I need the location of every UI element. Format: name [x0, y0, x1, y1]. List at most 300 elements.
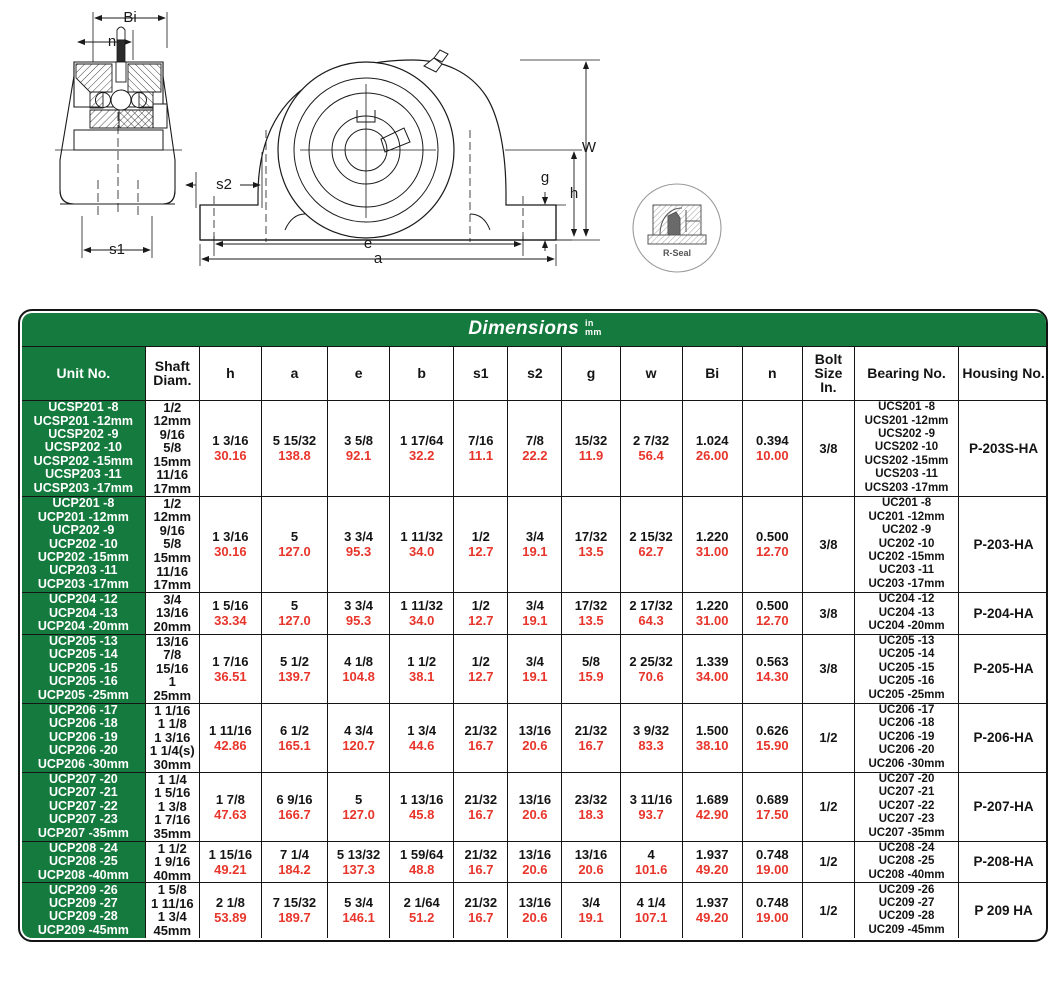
dim-cell-h	[199, 634, 261, 703]
shaft-diam-item: 9/16	[159, 426, 185, 442]
dim-mm-bi: 38.10	[695, 737, 729, 753]
bearing-no-item: UC206 -18	[878, 717, 935, 730]
table-row	[21, 883, 1048, 939]
dim-mm-s2: 19.1	[522, 544, 548, 560]
dim-mm-s1: 16.7	[468, 806, 494, 822]
dim-mm-e: 120.7	[342, 737, 375, 753]
unit-no-item: UCP206 -18	[48, 716, 118, 731]
shaft-diam-item: 1 1/16	[154, 702, 191, 718]
unit-no-cell	[21, 703, 145, 772]
housing-no-cell: P-203-HA	[959, 496, 1048, 592]
col-header-bearing-no: Bearing No.	[854, 346, 958, 400]
table-title-text: Dimensions	[468, 318, 580, 340]
bearing-no-item: UC207 -23	[878, 813, 935, 826]
dim-mm-b: 44.6	[409, 737, 435, 753]
dim-mm-s2: 19.1	[522, 613, 548, 629]
unit-no-cell	[21, 400, 145, 496]
bearing-no-item: UCS203 -11	[875, 468, 938, 481]
dim-in-w: 2 15/32	[629, 529, 673, 545]
dim-in-s2: 3/4	[525, 598, 544, 614]
dim-in-h: 1 3/16	[212, 433, 249, 449]
dim-in-n: 0.748	[756, 895, 789, 911]
dim-cell-a	[261, 400, 327, 496]
shaft-diam-item: 17mm	[153, 481, 192, 497]
table-header-row	[21, 346, 1048, 400]
dim-in-b: 1 3/4	[407, 722, 437, 738]
shaft-diam-item: 30mm	[153, 756, 192, 772]
dim-cell-g	[562, 841, 620, 883]
shaft-diam-cell	[145, 496, 199, 592]
unit-no-item: UCP209 -27	[48, 896, 118, 911]
dim-in-w: 2 17/32	[629, 598, 673, 614]
dim-mm-a: 165.1	[278, 737, 311, 753]
dim-label-s2: s2	[216, 175, 232, 193]
dim-cell-g	[562, 634, 620, 703]
bearing-no-item: UC206 -17	[878, 704, 935, 717]
dim-mm-b: 32.2	[409, 448, 435, 464]
dim-mm-s1: 16.7	[468, 910, 494, 926]
bearing-no-item: UC204 -20mm	[868, 619, 945, 632]
col-header-a: a	[261, 346, 327, 400]
housing-no-cell: P 209 HA	[959, 883, 1048, 939]
bolt-size-cell: 1/2	[802, 772, 854, 841]
dim-cell-e	[328, 841, 390, 883]
bearing-no-item: UC203 -11	[879, 564, 935, 577]
dim-in-n: 0.748	[756, 846, 789, 862]
bearing-no-item: UCS203 -17mm	[864, 481, 949, 494]
dim-in-n: 0.500	[756, 529, 789, 545]
unit-no-item: UCP206 -30mm	[37, 756, 129, 771]
dim-mm-bi: 26.00	[695, 448, 729, 464]
shaft-diam-item: 1/2	[163, 495, 182, 511]
dim-cell-s1	[454, 883, 508, 939]
shaft-diam-cell	[145, 634, 199, 703]
dim-mm-g: 20.6	[578, 861, 604, 877]
bearing-no-item: UC208 -24	[878, 841, 935, 854]
dim-cell-a	[261, 592, 327, 634]
dim-mm-b: 45.8	[409, 806, 435, 822]
dim-in-s2: 13/16	[518, 895, 552, 911]
shaft-diam-item: 5/8	[163, 440, 182, 456]
housing-no-cell: P-206-HA	[959, 703, 1048, 772]
dim-cell-a	[261, 703, 327, 772]
table-row	[21, 400, 1048, 496]
dim-cell-b	[390, 772, 454, 841]
dim-in-bi: 1.220	[695, 529, 729, 545]
bolt-size-cell: 1/2	[802, 841, 854, 883]
unit-no-item: UCP207 -23	[48, 812, 118, 827]
dim-in-h: 2 1/8	[215, 895, 245, 911]
housing-no-cell: P-205-HA	[959, 634, 1048, 703]
shaft-diam-item: 1 1/4(s)	[149, 743, 195, 759]
dim-in-bi: 1.339	[695, 653, 729, 669]
shaft-diam-item: 1 3/8	[157, 798, 187, 814]
dim-mm-g: 11.9	[578, 448, 604, 464]
dim-cell-e	[328, 703, 390, 772]
dim-cell-n	[742, 592, 802, 634]
shaft-diam-item: 1 3/16	[154, 729, 191, 745]
bearing-no-item: UC208 -25	[878, 855, 935, 868]
unit-no-item: UCSP202 -10	[44, 440, 122, 455]
dim-cell-s2	[508, 772, 562, 841]
dim-mm-w: 62.7	[638, 544, 664, 560]
dim-mm-a: 138.8	[278, 448, 311, 464]
shaft-diam-item: 20mm	[153, 619, 192, 634]
unit-no-item: UCP204 -12	[48, 592, 118, 607]
dim-mm-h: 30.16	[214, 448, 247, 464]
dim-cell-b	[390, 634, 454, 703]
dim-label-bi: Bi	[123, 8, 137, 26]
dim-in-s2: 13/16	[518, 722, 552, 738]
table-title-row	[21, 312, 1048, 346]
technical-drawing	[0, 0, 1064, 300]
bearing-no-item: UC208 -40mm	[868, 868, 945, 881]
dim-mm-h: 53.89	[214, 910, 247, 926]
dim-cell-s1	[454, 592, 508, 634]
shaft-diam-item: 9/16	[159, 522, 185, 538]
dim-cell-e	[328, 772, 390, 841]
bolt-size-cell: 3/8	[802, 496, 854, 592]
dim-cell-n	[742, 634, 802, 703]
col-header-e: e	[328, 346, 390, 400]
dim-cell-e	[328, 592, 390, 634]
side-section-view	[55, 12, 182, 258]
bearing-no-item: UC202 -9	[881, 524, 932, 537]
dim-cell-s2	[508, 634, 562, 703]
dim-mm-g: 18.3	[578, 806, 604, 822]
unit-no-item: UCP207 -20	[48, 772, 118, 786]
unit-no-item: UCP207 -35mm	[37, 825, 129, 840]
dim-cell-n	[742, 772, 802, 841]
unit-no-item: UCSP202 -9	[48, 426, 119, 441]
bearing-no-cell	[854, 634, 958, 703]
dim-mm-b: 34.0	[409, 613, 435, 629]
shaft-diam-item: 11/16	[156, 563, 189, 579]
dim-mm-n: 19.00	[756, 910, 789, 926]
bearing-no-item: UCS201 -8	[878, 401, 935, 414]
table-row	[21, 703, 1048, 772]
dim-cell-a	[261, 496, 327, 592]
bearing-no-item: UCS202 -15mm	[864, 454, 949, 467]
dim-mm-e: 104.8	[342, 668, 375, 684]
shaft-diam-item: 1 5/8	[157, 882, 187, 898]
unit-no-item: UCP208 -24	[48, 840, 118, 855]
shaft-diam-item: 25mm	[153, 687, 192, 703]
dim-cell-h	[199, 703, 261, 772]
dim-cell-w	[620, 883, 682, 939]
shaft-diam-item: 1 1/2	[157, 840, 187, 856]
shaft-diam-item: 45mm	[153, 923, 192, 939]
table-row	[21, 634, 1048, 703]
bolt-size-cell: 3/8	[802, 634, 854, 703]
dim-in-h: 1 15/16	[208, 846, 253, 862]
dim-mm-a: 139.7	[278, 668, 311, 684]
dim-mm-s2: 19.1	[522, 668, 548, 684]
dim-mm-w: 93.7	[638, 806, 664, 822]
unit-no-cell	[21, 592, 145, 634]
unit-no-item: UCP203 -11	[49, 563, 118, 578]
dim-cell-s2	[508, 592, 562, 634]
unit-no-item: UCP201 -8	[52, 496, 115, 511]
unit-no-item: UCSP203 -17mm	[33, 480, 134, 495]
dim-cell-bi	[682, 703, 742, 772]
col-header-g: g	[562, 346, 620, 400]
dim-mm-b: 51.2	[409, 910, 435, 926]
dim-cell-bi	[682, 772, 742, 841]
dim-label-n: n	[107, 32, 117, 50]
dim-cell-s2	[508, 703, 562, 772]
shaft-diam-item: 15/16	[155, 660, 189, 676]
dim-mm-a: 166.7	[278, 806, 311, 822]
col-header-b: b	[390, 346, 454, 400]
shaft-diam-item: 5/8	[163, 536, 182, 552]
dim-mm-e: 95.3	[345, 613, 372, 629]
dim-in-w: 3 9/32	[633, 722, 670, 738]
dim-in-e: 5 13/32	[336, 846, 381, 862]
dim-in-e: 3 3/4	[344, 598, 374, 614]
dim-label-s1: s1	[109, 240, 125, 258]
dim-mm-s1: 11.1	[468, 448, 494, 464]
dim-mm-n: 19.00	[756, 861, 789, 877]
dim-mm-w: 83.3	[638, 737, 664, 753]
unit-no-cell	[21, 883, 145, 939]
dim-in-n: 0.500	[756, 598, 789, 614]
title-unit-mm: mm	[585, 327, 602, 338]
col-header-n: n	[742, 346, 802, 400]
shaft-diam-item: 1 11/16	[150, 895, 194, 911]
dim-in-a: 7 15/32	[272, 895, 317, 911]
dim-mm-bi: 49.20	[695, 861, 729, 877]
bearing-no-item: UC204 -12	[878, 593, 935, 606]
bearing-no-cell	[854, 841, 958, 883]
dim-mm-a: 127.0	[278, 544, 311, 560]
dim-mm-h: 36.51	[214, 668, 247, 684]
dim-in-n: 0.689	[756, 791, 789, 807]
shaft-diam-line1: Shaft	[154, 358, 190, 374]
unit-no-item: UCP208 -40mm	[37, 867, 129, 882]
bearing-no-item: UC206 -20	[878, 744, 935, 757]
shaft-diam-item: 1 3/4	[157, 909, 187, 925]
dim-cell-a	[261, 634, 327, 703]
dim-cell-g	[562, 496, 620, 592]
dim-in-e: 5	[354, 791, 363, 807]
dim-cell-w	[620, 841, 682, 883]
dim-mm-g: 13.5	[578, 613, 604, 629]
dim-in-e: 4 1/8	[344, 653, 374, 669]
dim-cell-n	[742, 883, 802, 939]
unit-no-item: UCP202 -15mm	[37, 549, 129, 564]
bearing-no-item: UC201 -12mm	[868, 510, 945, 523]
dim-in-s1: 21/32	[464, 791, 498, 807]
dim-cell-a	[261, 883, 327, 939]
shaft-diam-item: 40mm	[153, 867, 192, 883]
table-row	[21, 496, 1048, 592]
dim-mm-b: 34.0	[409, 544, 435, 560]
dim-mm-bi: 34.00	[695, 668, 729, 684]
dim-in-bi: 1.220	[695, 598, 729, 614]
unit-no-cell	[21, 634, 145, 703]
table-row	[21, 592, 1048, 634]
dim-label-e: e	[363, 234, 373, 252]
dim-mm-a: 189.7	[278, 910, 311, 926]
dim-mm-s2: 20.6	[522, 806, 548, 822]
bolt-size-line1: Bolt	[814, 351, 843, 367]
dim-mm-s2: 20.6	[522, 910, 548, 926]
unit-no-item: UCP207 -21	[48, 785, 118, 800]
dim-mm-s1: 12.7	[468, 668, 494, 684]
dim-in-h: 1 11/16	[209, 722, 252, 738]
r-seal-label: R-Seal	[662, 248, 692, 258]
table-row	[21, 772, 1048, 841]
unit-no-item: UCP204 -20mm	[37, 618, 129, 633]
dim-cell-s1	[454, 634, 508, 703]
unit-no-item: UCP202 -9	[52, 523, 115, 538]
table-row	[21, 841, 1048, 883]
unit-no-item: UCP205 -25mm	[37, 687, 129, 702]
bearing-no-cell	[854, 772, 958, 841]
dim-cell-s2	[508, 496, 562, 592]
col-header-h: h	[199, 346, 261, 400]
bearing-no-item: UC204 -13	[878, 606, 935, 619]
dim-mm-b: 38.1	[409, 668, 435, 684]
shaft-diam-cell	[145, 400, 199, 496]
dim-cell-e	[328, 400, 390, 496]
dim-mm-n: 12.70	[756, 544, 789, 560]
dim-in-b: 1 13/16	[400, 791, 444, 807]
shaft-diam-cell	[145, 592, 199, 634]
dim-mm-h: 42.86	[214, 737, 247, 753]
unit-no-item: UCP206 -19	[48, 729, 118, 744]
dim-cell-s1	[454, 772, 508, 841]
dim-in-b: 1 1/2	[407, 653, 437, 669]
unit-no-item: UCP209 -45mm	[37, 922, 129, 937]
dim-in-s1: 21/32	[464, 722, 498, 738]
dim-in-s2: 3/4	[525, 529, 544, 545]
dim-in-g: 3/4	[581, 895, 601, 911]
dim-in-a: 6 1/2	[280, 722, 309, 738]
dim-mm-n: 10.00	[756, 448, 789, 464]
unit-no-item: UCP205 -13	[48, 634, 118, 649]
dim-cell-bi	[682, 883, 742, 939]
dim-in-bi: 1.689	[695, 791, 729, 807]
dim-label-g: g	[540, 168, 550, 186]
dim-in-s1: 7/16	[468, 433, 494, 449]
shaft-diam-item: 7/8	[163, 647, 182, 663]
bearing-no-item: UC209 -45mm	[868, 923, 945, 936]
dim-in-g: 5/8	[581, 653, 601, 669]
dim-label-h: h	[569, 184, 579, 202]
dim-cell-n	[742, 703, 802, 772]
dim-cell-e	[328, 634, 390, 703]
dim-cell-h	[199, 496, 261, 592]
bearing-no-item: UCS202 -10	[874, 441, 939, 454]
dim-cell-bi	[682, 841, 742, 883]
shaft-diam-item: 35mm	[153, 825, 192, 841]
bearing-no-item: UC205 -15	[878, 661, 935, 674]
unit-no-item: UCP209 -28	[48, 909, 118, 924]
dim-in-bi: 1.937	[695, 846, 729, 862]
dim-in-b: 1 11/32	[400, 598, 444, 614]
dim-in-a: 7 1/4	[280, 846, 309, 862]
dim-in-s1: 21/32	[464, 895, 498, 911]
bearing-no-item: UC202 -15mm	[868, 550, 945, 563]
dim-mm-g: 13.5	[578, 544, 604, 560]
bearing-no-item: UC209 -26	[878, 883, 935, 896]
dim-cell-h	[199, 883, 261, 939]
unit-no-item: UCP206 -20	[48, 743, 118, 758]
unit-no-item: UCSP203 -11	[45, 467, 122, 482]
bearing-no-item: UC205 -13	[878, 635, 935, 648]
dim-cell-a	[261, 772, 327, 841]
bearing-no-item: UC207 -22	[878, 799, 935, 812]
shaft-diam-item: 13/16	[155, 633, 189, 649]
dim-in-b: 2 1/64	[403, 895, 440, 911]
dim-in-a: 6 9/16	[276, 791, 313, 807]
dim-in-a: 5 1/2	[280, 653, 309, 669]
dim-cell-s1	[454, 703, 508, 772]
dim-mm-e: 137.3	[342, 861, 375, 877]
dim-cell-bi	[682, 496, 742, 592]
dimensions-table	[20, 311, 1048, 940]
shaft-diam-line2: Diam.	[153, 372, 192, 388]
dim-in-g: 17/32	[574, 529, 608, 545]
dim-in-h: 1 7/8	[215, 791, 245, 807]
dim-in-b: 1 11/32	[400, 529, 444, 545]
dim-cell-bi	[682, 400, 742, 496]
dim-mm-e: 95.3	[345, 544, 372, 560]
dim-in-w: 2 25/32	[629, 653, 673, 669]
dim-mm-h: 33.34	[214, 613, 247, 629]
dim-mm-a: 184.2	[278, 861, 311, 877]
dim-cell-s1	[454, 841, 508, 883]
unit-no-item: UCP209 -26	[48, 882, 118, 897]
dim-cell-g	[562, 400, 620, 496]
dim-in-w: 4 1/4	[636, 895, 666, 911]
dim-in-g: 13/16	[574, 846, 608, 862]
dim-in-n: 0.563	[756, 653, 789, 669]
dim-cell-e	[328, 883, 390, 939]
dim-cell-b	[390, 841, 454, 883]
dim-in-g: 23/32	[574, 791, 608, 807]
dim-cell-n	[742, 496, 802, 592]
dimensions-table-container	[18, 309, 1048, 987]
dim-in-bi: 1.937	[695, 895, 729, 911]
dim-cell-b	[390, 592, 454, 634]
bearing-no-item: UC205 -16	[878, 675, 935, 688]
dim-mm-g: 15.9	[578, 668, 604, 684]
dim-cell-w	[620, 703, 682, 772]
shaft-diam-item: 1	[168, 674, 176, 690]
unit-no-item: UCP203 -17mm	[37, 576, 129, 591]
dim-mm-w: 101.6	[634, 861, 668, 877]
col-header-bi: Bi	[682, 346, 742, 400]
col-header-shaft-diam	[145, 346, 199, 400]
dim-mm-bi: 31.00	[695, 544, 729, 560]
dim-mm-n: 12.70	[756, 613, 789, 629]
dim-mm-e: 146.1	[342, 910, 375, 926]
dim-cell-s1	[454, 496, 508, 592]
shaft-diam-item: 1 5/16	[154, 785, 191, 801]
bearing-no-cell	[854, 592, 958, 634]
dim-in-a: 5	[290, 529, 299, 545]
shaft-diam-cell	[145, 883, 199, 939]
dim-label-a: a	[373, 249, 383, 267]
bearing-no-item: UC201 -8	[881, 497, 932, 510]
bearing-no-item: UC206 -30mm	[868, 757, 945, 770]
dim-mm-g: 19.1	[578, 910, 604, 926]
unit-no-item: UCP208 -25	[48, 854, 118, 869]
bolt-size-cell: 1/2	[802, 703, 854, 772]
